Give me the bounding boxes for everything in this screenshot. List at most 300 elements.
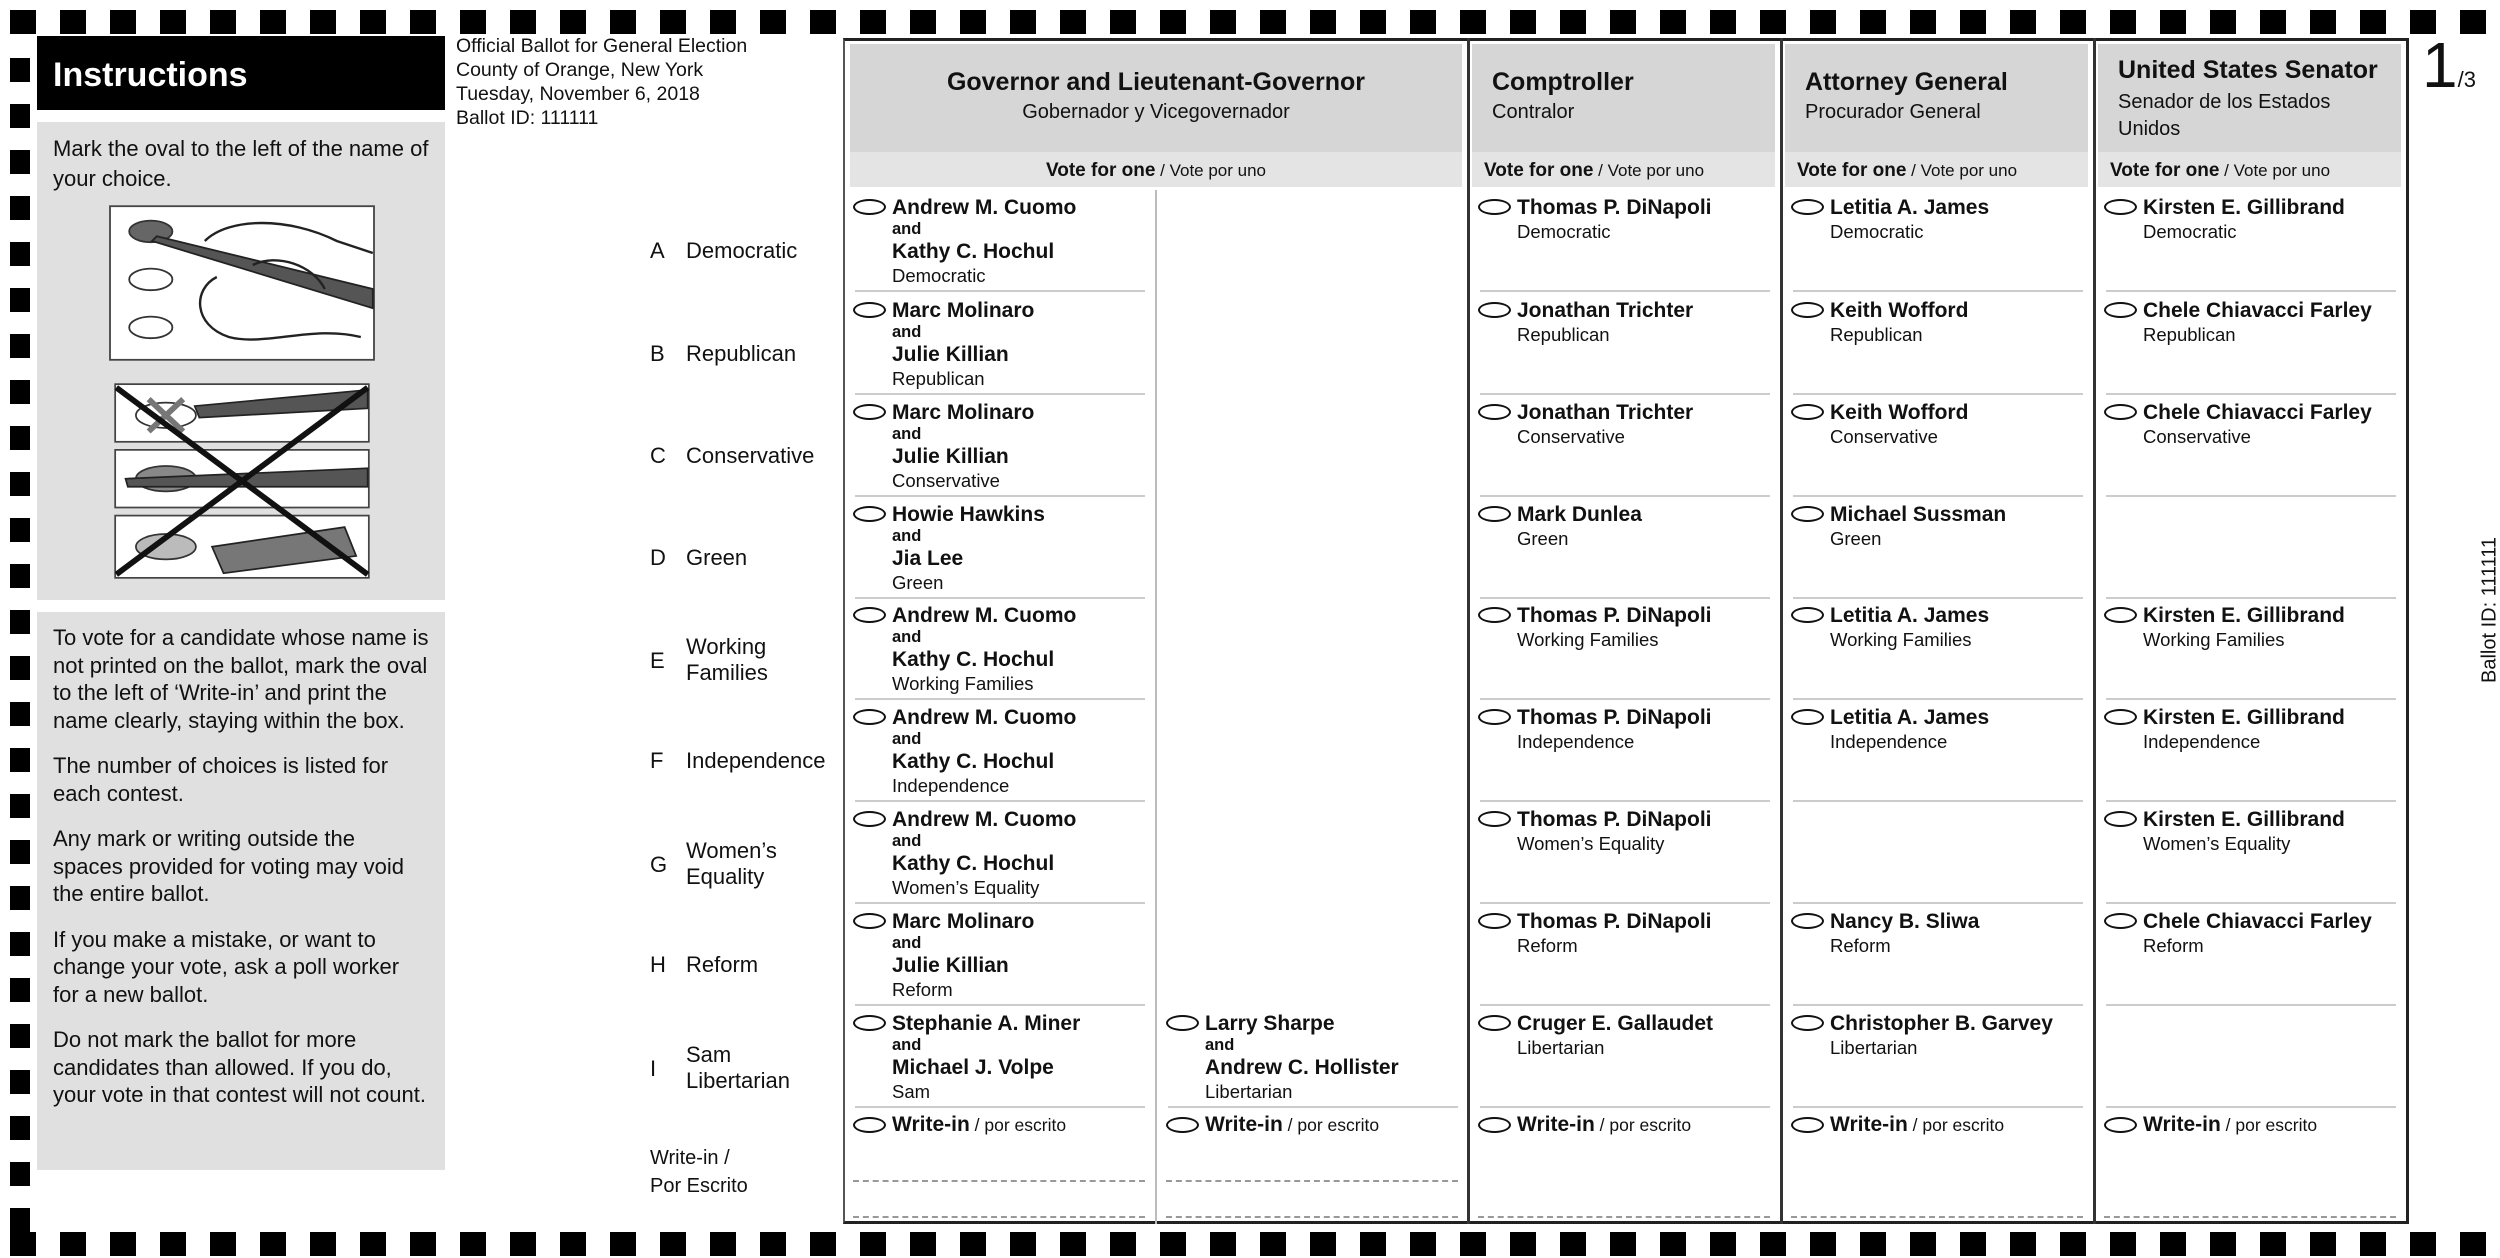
- timing-mark: [1060, 10, 1086, 34]
- candidate-party: Working Families: [892, 671, 1151, 696]
- timing-mark: [1810, 1232, 1836, 1256]
- timing-mark: [10, 978, 30, 1002]
- vote-oval[interactable]: [1791, 302, 1824, 318]
- vote-for-en: Vote for one: [1484, 160, 1593, 181]
- ballot-date: Tuesday, November 6, 2018: [456, 82, 747, 106]
- vote-oval[interactable]: [1478, 404, 1511, 420]
- party-name: Conservative: [686, 443, 836, 469]
- vote-oval[interactable]: [1791, 1117, 1824, 1133]
- candidate-party: Sam: [892, 1079, 1151, 1104]
- writein-label-es: / por escrito: [1283, 1115, 1379, 1135]
- candidate-entry: [2143, 299, 2402, 347]
- timing-mark: [210, 10, 236, 34]
- candidate-entry: [1517, 1012, 1776, 1060]
- governor-candidate-name: Marc Molinaro: [892, 401, 1151, 424]
- candidate-entry: [1517, 299, 1776, 347]
- timing-mark: [660, 10, 686, 34]
- vote-oval[interactable]: [1478, 811, 1511, 827]
- instruction-paragraph: To vote for a candidate whose name is not printed on the ballot, mark the oval to the left of ‘Write-in’ and print the name clearly, staying within the box.: [53, 624, 429, 734]
- candidate-party: Conservative: [892, 468, 1151, 493]
- timing-mark: [1960, 1232, 1986, 1256]
- candidate-name: Kirsten E. Gillibrand: [2143, 604, 2402, 627]
- candidate-party: Women’s Equality: [2143, 831, 2402, 856]
- writein-label-en: Write-in: [892, 1113, 970, 1136]
- governor-candidate-name: Howie Hawkins: [892, 503, 1151, 526]
- candidate-name: Letitia A. James: [1830, 706, 2089, 729]
- timing-mark: [60, 1232, 86, 1256]
- ticket-and: and: [892, 322, 1151, 343]
- timing-mark: [910, 10, 936, 34]
- correct-mark-illustration: [108, 205, 376, 361]
- timing-mark: [2460, 1232, 2486, 1256]
- timing-mark: [2160, 10, 2186, 34]
- vote-oval[interactable]: [1478, 1015, 1511, 1031]
- governor-subcolumn-divider: [1155, 190, 1157, 1224]
- lt-governor-candidate-name: Kathy C. Hochul: [892, 750, 1151, 773]
- lt-governor-candidate-name: Jia Lee: [892, 547, 1151, 570]
- vote-oval[interactable]: [853, 811, 886, 827]
- timing-mark: [10, 748, 30, 772]
- governor-candidate-name: Marc Molinaro: [892, 910, 1151, 933]
- candidate-cell: [845, 1006, 1155, 1108]
- timing-mark: [710, 1232, 736, 1256]
- contest-subtitle: Contralor: [1492, 101, 1755, 124]
- ticket-and: and: [892, 424, 1151, 445]
- governor-candidate-name: Andrew M. Cuomo: [892, 808, 1151, 831]
- candidate-party: Reform: [1830, 933, 2089, 958]
- timing-mark: [310, 10, 336, 34]
- instruction-paragraph: Any mark or writing outside the spaces provided for voting may void the entire ballot.: [53, 825, 429, 908]
- timing-mark: [510, 10, 536, 34]
- contest-subtitle: Senador de los Estados Unidos: [2118, 89, 2358, 143]
- lt-governor-candidate-name: Kathy C. Hochul: [892, 852, 1151, 875]
- timing-mark: [960, 1232, 986, 1256]
- timing-mark: [1210, 10, 1236, 34]
- writein-line[interactable]: [1166, 1216, 1458, 1218]
- writein-option[interactable]: [1205, 1113, 1464, 1137]
- candidate-party: Republican: [2143, 322, 2402, 347]
- vote-oval[interactable]: [1478, 913, 1511, 929]
- timing-mark: [1710, 10, 1736, 34]
- candidate-name: Thomas P. DiNapoli: [1517, 604, 1776, 627]
- timing-mark: [1510, 10, 1536, 34]
- writein-option[interactable]: [892, 1113, 1151, 1137]
- candidate-party: Republican: [1830, 322, 2089, 347]
- timing-mark: [110, 10, 136, 34]
- ticket-and: and: [892, 729, 1151, 750]
- ticket-and: and: [892, 219, 1151, 240]
- candidate-party: Democratic: [892, 263, 1151, 288]
- candidate-entry: [1830, 196, 2089, 244]
- candidate-name: Christopher B. Garvey: [1830, 1012, 2089, 1035]
- candidate-entry: [2143, 910, 2402, 958]
- timing-mark: [10, 288, 30, 312]
- timing-mark: [1110, 1232, 1136, 1256]
- writein-row-label-en: Write-in /: [650, 1144, 748, 1172]
- writein-line[interactable]: [853, 1216, 1145, 1218]
- writein-label-es: / por escrito: [1908, 1115, 2004, 1135]
- timing-mark: [1160, 10, 1186, 34]
- timing-mark: [2310, 10, 2336, 34]
- instructions-writein-panel: [37, 612, 445, 1170]
- vote-oval[interactable]: [1791, 199, 1824, 215]
- instructions-mark-text: Mark the oval to the left of the name of your choice.: [53, 134, 429, 194]
- vote-oval[interactable]: [853, 913, 886, 929]
- writein-option[interactable]: [1830, 1113, 2089, 1137]
- governor-ticket: [892, 503, 1151, 595]
- candidate-entry: [2143, 808, 2402, 856]
- candidate-entry: [1517, 503, 1776, 551]
- vote-oval[interactable]: [1478, 709, 1511, 725]
- candidate-name: Chele Chiavacci Farley: [2143, 401, 2402, 424]
- timing-mark: [1160, 1232, 1186, 1256]
- party-name: Sam Libertarian: [686, 1042, 836, 1094]
- writein-label-en: Write-in: [1830, 1113, 1908, 1136]
- candidate-name: Chele Chiavacci Farley: [2143, 910, 2402, 933]
- candidate-party: Green: [1517, 526, 1776, 551]
- timing-mark: [2160, 1232, 2186, 1256]
- timing-mark: [10, 150, 30, 174]
- vote-oval[interactable]: [1166, 1015, 1199, 1031]
- candidate-cell: [1470, 1108, 1780, 1224]
- candidate-name: Kirsten E. Gillibrand: [2143, 808, 2402, 831]
- candidate-cell: [2096, 395, 2406, 497]
- vote-oval[interactable]: [1478, 607, 1511, 623]
- writein-line[interactable]: [853, 1180, 1145, 1182]
- governor-candidate-name: Stephanie A. Miner: [892, 1012, 1151, 1035]
- candidate-party: Independence: [1517, 729, 1776, 754]
- candidate-party: Working Families: [1517, 627, 1776, 652]
- writein-line[interactable]: [2104, 1216, 2396, 1218]
- vote-oval[interactable]: [2104, 1117, 2137, 1133]
- candidate-cell: [1470, 1006, 1780, 1108]
- timing-mark: [1510, 1232, 1536, 1256]
- candidate-party: Reform: [892, 977, 1151, 1002]
- party-letter: A: [650, 238, 680, 264]
- instructions-header: Instructions: [37, 36, 445, 110]
- candidate-name: Letitia A. James: [1830, 604, 2089, 627]
- vote-oval[interactable]: [1791, 1015, 1824, 1031]
- contest-header-senator: [2098, 44, 2401, 152]
- instruction-paragraph: The number of choices is listed for each contest.: [53, 752, 429, 807]
- ticket-and: and: [892, 831, 1151, 852]
- candidate-cell: [2096, 802, 2406, 904]
- candidate-cell: [845, 395, 1155, 497]
- candidate-party: Democratic: [1830, 219, 2089, 244]
- timing-mark: [2060, 1232, 2086, 1256]
- candidate-name: Thomas P. DiNapoli: [1517, 196, 1776, 219]
- party-name: Democratic: [686, 238, 836, 264]
- timing-mark: [10, 702, 30, 726]
- timing-mark: [360, 10, 386, 34]
- candidate-party: Republican: [892, 366, 1151, 391]
- timing-mark: [2010, 10, 2036, 34]
- timing-mark: [260, 10, 286, 34]
- vote-oval[interactable]: [853, 1015, 886, 1031]
- candidate-party: Conservative: [2143, 424, 2402, 449]
- candidate-party: Working Families: [1830, 627, 2089, 652]
- vote-oval[interactable]: [853, 302, 886, 318]
- vote-for-one-senator: [2098, 152, 2401, 187]
- timing-mark: [10, 610, 30, 634]
- candidate-entry: [2143, 196, 2402, 244]
- candidate-cell: [1783, 598, 2093, 700]
- candidate-party: Conservative: [1830, 424, 2089, 449]
- ballot-county: County of Orange, New York: [456, 58, 747, 82]
- timing-mark: [1860, 10, 1886, 34]
- governor-candidate-name: Andrew M. Cuomo: [892, 706, 1151, 729]
- vote-oval[interactable]: [1791, 709, 1824, 725]
- vote-oval[interactable]: [2104, 811, 2137, 827]
- vote-oval[interactable]: [1478, 302, 1511, 318]
- candidate-name: Michael Sussman: [1830, 503, 2089, 526]
- vote-oval[interactable]: [2104, 913, 2137, 929]
- writein-option[interactable]: [1517, 1113, 1776, 1137]
- vote-oval[interactable]: [853, 506, 886, 522]
- timing-mark: [1860, 1232, 1886, 1256]
- writein-label-en: Write-in: [1205, 1113, 1283, 1136]
- timing-mark: [1310, 1232, 1336, 1256]
- candidate-party: Republican: [1517, 322, 1776, 347]
- timing-mark: [910, 1232, 936, 1256]
- timing-mark: [10, 656, 30, 680]
- candidate-party: Independence: [1830, 729, 2089, 754]
- candidate-entry: [1830, 910, 2089, 958]
- lt-governor-candidate-name: Julie Killian: [892, 954, 1151, 977]
- lt-governor-candidate-name: Julie Killian: [892, 445, 1151, 468]
- timing-mark: [210, 1232, 236, 1256]
- timing-mark: [10, 1116, 30, 1140]
- timing-mark: [160, 10, 186, 34]
- vote-oval[interactable]: [2104, 199, 2137, 215]
- vote-oval[interactable]: [1166, 1117, 1199, 1133]
- timing-marks-left: [10, 0, 30, 1250]
- candidate-party: Independence: [892, 773, 1151, 798]
- timing-mark: [10, 564, 30, 588]
- timing-mark: [1560, 1232, 1586, 1256]
- candidate-cell: [1158, 1006, 1468, 1108]
- vote-oval[interactable]: [853, 709, 886, 725]
- timing-mark: [10, 1208, 30, 1232]
- timing-mark: [10, 58, 30, 82]
- candidate-entry: [1517, 401, 1776, 449]
- candidate-entry: [1517, 604, 1776, 652]
- writein-line[interactable]: [1478, 1216, 1770, 1218]
- candidate-entry: [1830, 1012, 2089, 1060]
- writein-label-es: / por escrito: [1595, 1115, 1691, 1135]
- row-separator: [2106, 290, 2396, 292]
- governor-ticket: [892, 299, 1151, 391]
- timing-mark: [410, 10, 436, 34]
- vote-oval[interactable]: [1478, 1117, 1511, 1133]
- vote-oval[interactable]: [1478, 199, 1511, 215]
- contest-header-attorney-general: [1785, 44, 2088, 152]
- timing-mark: [810, 10, 836, 34]
- candidate-party: Women’s Equality: [892, 875, 1151, 900]
- timing-mark: [1760, 1232, 1786, 1256]
- timing-mark: [410, 1232, 436, 1256]
- candidate-cell: [1470, 497, 1780, 599]
- writein-label-en: Write-in: [2143, 1113, 2221, 1136]
- vote-for-one-attorney-general: [1785, 152, 2088, 187]
- ticket-and: and: [892, 933, 1151, 954]
- writein-label-es: / por escrito: [2221, 1115, 2317, 1135]
- party-letter: I: [650, 1056, 680, 1082]
- candidate-entry: [1517, 910, 1776, 958]
- ticket-and: and: [1205, 1035, 1464, 1056]
- vote-oval[interactable]: [1791, 506, 1824, 522]
- timing-mark: [2360, 10, 2386, 34]
- party-letter: E: [650, 648, 680, 674]
- timing-mark: [1010, 1232, 1036, 1256]
- vote-for-en: Vote for one: [1046, 160, 1155, 181]
- vote-for-es: / Vote por uno: [2219, 161, 2330, 180]
- contest-subtitle: Procurador General: [1805, 101, 2068, 124]
- timing-mark: [10, 426, 30, 450]
- timing-mark: [1610, 10, 1636, 34]
- timing-mark: [560, 10, 586, 34]
- governor-ticket: [892, 401, 1151, 493]
- lt-governor-candidate-name: Kathy C. Hochul: [892, 240, 1151, 263]
- candidate-entry: [1517, 808, 1776, 856]
- vote-for-one-governor: [850, 152, 1462, 187]
- timing-mark: [2210, 1232, 2236, 1256]
- timing-mark: [2360, 1232, 2386, 1256]
- vote-for-one-comptroller: [1472, 152, 1775, 187]
- candidate-party: Democratic: [1517, 219, 1776, 244]
- vote-oval[interactable]: [1791, 607, 1824, 623]
- vote-oval[interactable]: [1791, 404, 1824, 420]
- timing-mark: [10, 518, 30, 542]
- governor-candidate-name: Larry Sharpe: [1205, 1012, 1464, 1035]
- timing-mark: [1360, 1232, 1386, 1256]
- vote-oval[interactable]: [853, 199, 886, 215]
- contest-title: United States Senator: [2118, 56, 2381, 85]
- contest-title: Attorney General: [1805, 68, 2068, 97]
- page-number: [2422, 28, 2476, 102]
- vote-oval[interactable]: [1791, 913, 1824, 929]
- timing-mark: [1960, 10, 1986, 34]
- candidate-cell: [2096, 497, 2406, 599]
- candidate-name: Thomas P. DiNapoli: [1517, 706, 1776, 729]
- candidate-name: Nancy B. Sliwa: [1830, 910, 2089, 933]
- vote-oval[interactable]: [2104, 404, 2137, 420]
- timing-mark: [1910, 10, 1936, 34]
- vote-oval[interactable]: [853, 1117, 886, 1133]
- timing-mark: [2010, 1232, 2036, 1256]
- writein-option[interactable]: [2143, 1113, 2402, 1137]
- timing-mark: [360, 1232, 386, 1256]
- candidate-entry: [2143, 604, 2402, 652]
- row-separator: [1480, 290, 1770, 292]
- vote-oval[interactable]: [2104, 302, 2137, 318]
- candidate-name: Keith Wofford: [1830, 299, 2089, 322]
- page-number-total: /3: [2458, 67, 2476, 92]
- candidate-cell: [1783, 497, 2093, 599]
- candidate-cell: [2096, 904, 2406, 1006]
- timing-mark: [1710, 1232, 1736, 1256]
- candidate-cell: [1158, 1108, 1468, 1224]
- timing-mark: [460, 1232, 486, 1256]
- candidate-cell: [2096, 1108, 2406, 1224]
- timing-mark: [1560, 10, 1586, 34]
- candidate-name: Keith Wofford: [1830, 401, 2089, 424]
- candidate-entry: [1830, 604, 2089, 652]
- timing-mark: [10, 472, 30, 496]
- candidate-cell: [845, 1108, 1155, 1224]
- vote-for-es: / Vote por uno: [1906, 161, 2017, 180]
- vote-oval[interactable]: [853, 607, 886, 623]
- candidate-name: Thomas P. DiNapoli: [1517, 808, 1776, 831]
- contest-title: Governor and Lieutenant-Governor: [870, 68, 1442, 97]
- timing-mark: [60, 10, 86, 34]
- party-letter: C: [650, 443, 680, 469]
- timing-mark: [460, 10, 486, 34]
- contest-subtitle: Gobernador y Vicegovernador: [870, 101, 1442, 124]
- timing-mark: [660, 1232, 686, 1256]
- writein-line[interactable]: [1166, 1180, 1458, 1182]
- candidate-name: Thomas P. DiNapoli: [1517, 910, 1776, 933]
- party-letter: H: [650, 952, 680, 978]
- party-name: Independence: [686, 748, 836, 774]
- governor-ticket: [892, 604, 1151, 696]
- timing-mark: [160, 1232, 186, 1256]
- candidate-name: Kirsten E. Gillibrand: [2143, 706, 2402, 729]
- row-separator: [855, 290, 1145, 292]
- candidate-name: Mark Dunlea: [1517, 503, 1776, 526]
- vote-oval[interactable]: [853, 404, 886, 420]
- vote-oval[interactable]: [2104, 607, 2137, 623]
- candidate-party: Reform: [1517, 933, 1776, 958]
- governor-candidate-name: Andrew M. Cuomo: [892, 604, 1151, 627]
- timing-mark: [2110, 1232, 2136, 1256]
- vote-for-es: / Vote por uno: [1155, 161, 1266, 180]
- timing-mark: [2310, 1232, 2336, 1256]
- candidate-cell: [1783, 1108, 2093, 1224]
- vote-oval[interactable]: [1478, 506, 1511, 522]
- timing-mark: [10, 1162, 30, 1186]
- vote-oval[interactable]: [2104, 709, 2137, 725]
- candidate-entry: [2143, 706, 2402, 754]
- ticket-and: and: [892, 526, 1151, 547]
- candidate-cell: [845, 293, 1155, 395]
- timing-mark: [960, 10, 986, 34]
- candidate-entry: [1517, 196, 1776, 244]
- timing-mark: [1260, 1232, 1286, 1256]
- row-separator: [1793, 290, 2083, 292]
- page-number-current: 1: [2422, 29, 2458, 101]
- candidate-entry: [1517, 706, 1776, 754]
- instruction-paragraph: Do not mark the ballot for more candidates than allowed. If you do, your vote in that contest will not count.: [53, 1026, 429, 1109]
- timing-mark: [110, 1232, 136, 1256]
- candidate-cell: [2096, 293, 2406, 395]
- writein-line[interactable]: [1791, 1216, 2083, 1218]
- timing-mark: [10, 196, 30, 220]
- timing-mark: [610, 10, 636, 34]
- candidate-cell: [845, 598, 1155, 700]
- party-name: Working Families: [686, 634, 836, 686]
- timing-mark: [560, 1232, 586, 1256]
- candidate-cell: [1470, 598, 1780, 700]
- writein-row-label-es: Por Escrito: [650, 1172, 748, 1200]
- candidate-cell: [1783, 802, 2093, 904]
- candidate-cell: [1783, 190, 2093, 292]
- candidate-cell: [1783, 1006, 2093, 1108]
- timing-mark: [10, 886, 30, 910]
- timing-mark: [10, 334, 30, 358]
- timing-mark: [1460, 1232, 1486, 1256]
- lt-governor-candidate-name: Michael J. Volpe: [892, 1056, 1151, 1079]
